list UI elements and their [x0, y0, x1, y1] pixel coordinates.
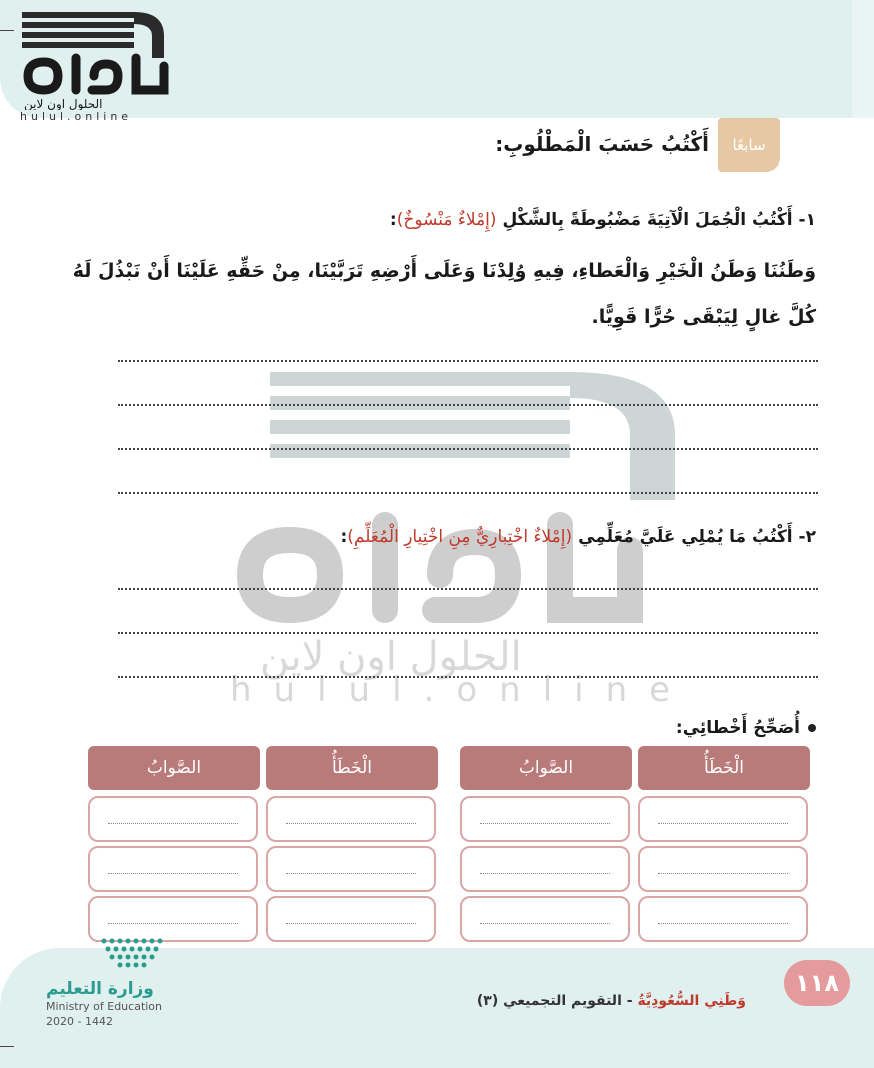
question-2: [340, 527, 816, 547]
cell-wrong[interactable]: [638, 796, 808, 842]
watermark-arabic: الحلول اون لاين: [260, 634, 522, 680]
answer-line[interactable]: [118, 676, 818, 678]
cell-right[interactable]: [460, 896, 630, 942]
hulul-logo: [14, 6, 169, 124]
section-title: أَكْتُبُ حَسَبَ الْمَطْلُوبِ:: [495, 132, 709, 156]
cell-wrong[interactable]: [266, 796, 436, 842]
question-1: [390, 210, 816, 230]
question-1-colon: :: [389, 210, 397, 230]
cell-wrong[interactable]: [266, 896, 436, 942]
cell-wrong[interactable]: [638, 896, 808, 942]
cell-right[interactable]: [460, 796, 630, 842]
question-1-number: ١: [805, 210, 816, 230]
ministry-arabic: وزارة التعليم: [46, 979, 154, 999]
answer-line[interactable]: [118, 588, 818, 590]
cell-wrong[interactable]: [638, 846, 808, 892]
question-2-colon: :: [340, 527, 348, 547]
answer-line[interactable]: [118, 632, 818, 634]
watermark-site: hulul.online: [230, 670, 693, 710]
header-right: الصَّوابُ: [460, 746, 632, 790]
bullet-icon: [808, 724, 816, 732]
question-2-note: (إِمْلاءٌ اخْتِبارِيٌّ مِنِ اخْتِيارِ الْمُعَلِّمِ): [347, 527, 573, 547]
footer-unit: التقويم التجميعي (٣): [476, 993, 622, 1009]
answer-line[interactable]: [118, 448, 818, 450]
answer-line[interactable]: [118, 492, 818, 494]
ministry-english: Ministry of Education: [46, 1000, 163, 1013]
hulul-logo-icon: [14, 6, 169, 110]
logo-arabic: الحلول اون لاين: [24, 97, 103, 110]
cell-right[interactable]: [460, 846, 630, 892]
answer-line[interactable]: [118, 404, 818, 406]
question-2-number: ٢: [805, 527, 816, 547]
footer-separator: -: [626, 993, 633, 1009]
corrections-label: [676, 718, 816, 738]
cell-wrong[interactable]: [266, 846, 436, 892]
footer-book: وَطَنِي السُّعُودِيَّةُ: [637, 993, 746, 1009]
cell-right[interactable]: [88, 846, 258, 892]
question-1-passage: وَطَنُنَا وَطَنُ الْخَيْرِ وَالْعَطاءِ، فِيهِ وُلِدْنَا وَعَلَى أَرْضِهِ تَرَبَّيْنَا، مِنْ حَقِّهِ عَلَيْنَا أَنْ نَبْذُلَ لَهُ كُلَّ غالٍ لِيَبْقَى حُرًّا قَوِيًّا.: [72, 260, 816, 328]
crop-mark: [0, 1046, 14, 1047]
logo-site: hulul.online: [20, 110, 133, 123]
header-right: الصَّوابُ: [88, 746, 260, 790]
footer-title: [477, 993, 746, 1009]
question-1-note: (إِمْلاءٌ مَنْسُوخٌ): [396, 210, 497, 230]
ministry-emblem-icon: [98, 935, 168, 975]
header-wrong: الْخَطَأُ: [638, 746, 810, 790]
corrections-label-text: أُصَحِّحُ أَخْطائِي:: [675, 718, 800, 738]
section-tab: سابعًا: [718, 118, 780, 172]
ministry-year: 2020 - 1442: [46, 1015, 113, 1028]
ministry-logo: [38, 935, 188, 1028]
header-wrong: الْخَطَأُ: [266, 746, 438, 790]
question-2-instruction: - أَكْتُبُ مَا يُمْلِي عَلَيَّ مُعَلِّمِي: [578, 527, 806, 547]
page-number: ١١٨: [784, 960, 850, 1006]
crop-mark: [0, 30, 14, 31]
cell-right[interactable]: [88, 796, 258, 842]
answer-line[interactable]: [118, 360, 818, 362]
question-1-instruction: - أَكْتُبُ الْجُمَلَ الْآتِيَةَ مَضْبُوطَةً بِالشَّكْلِ: [502, 210, 806, 230]
